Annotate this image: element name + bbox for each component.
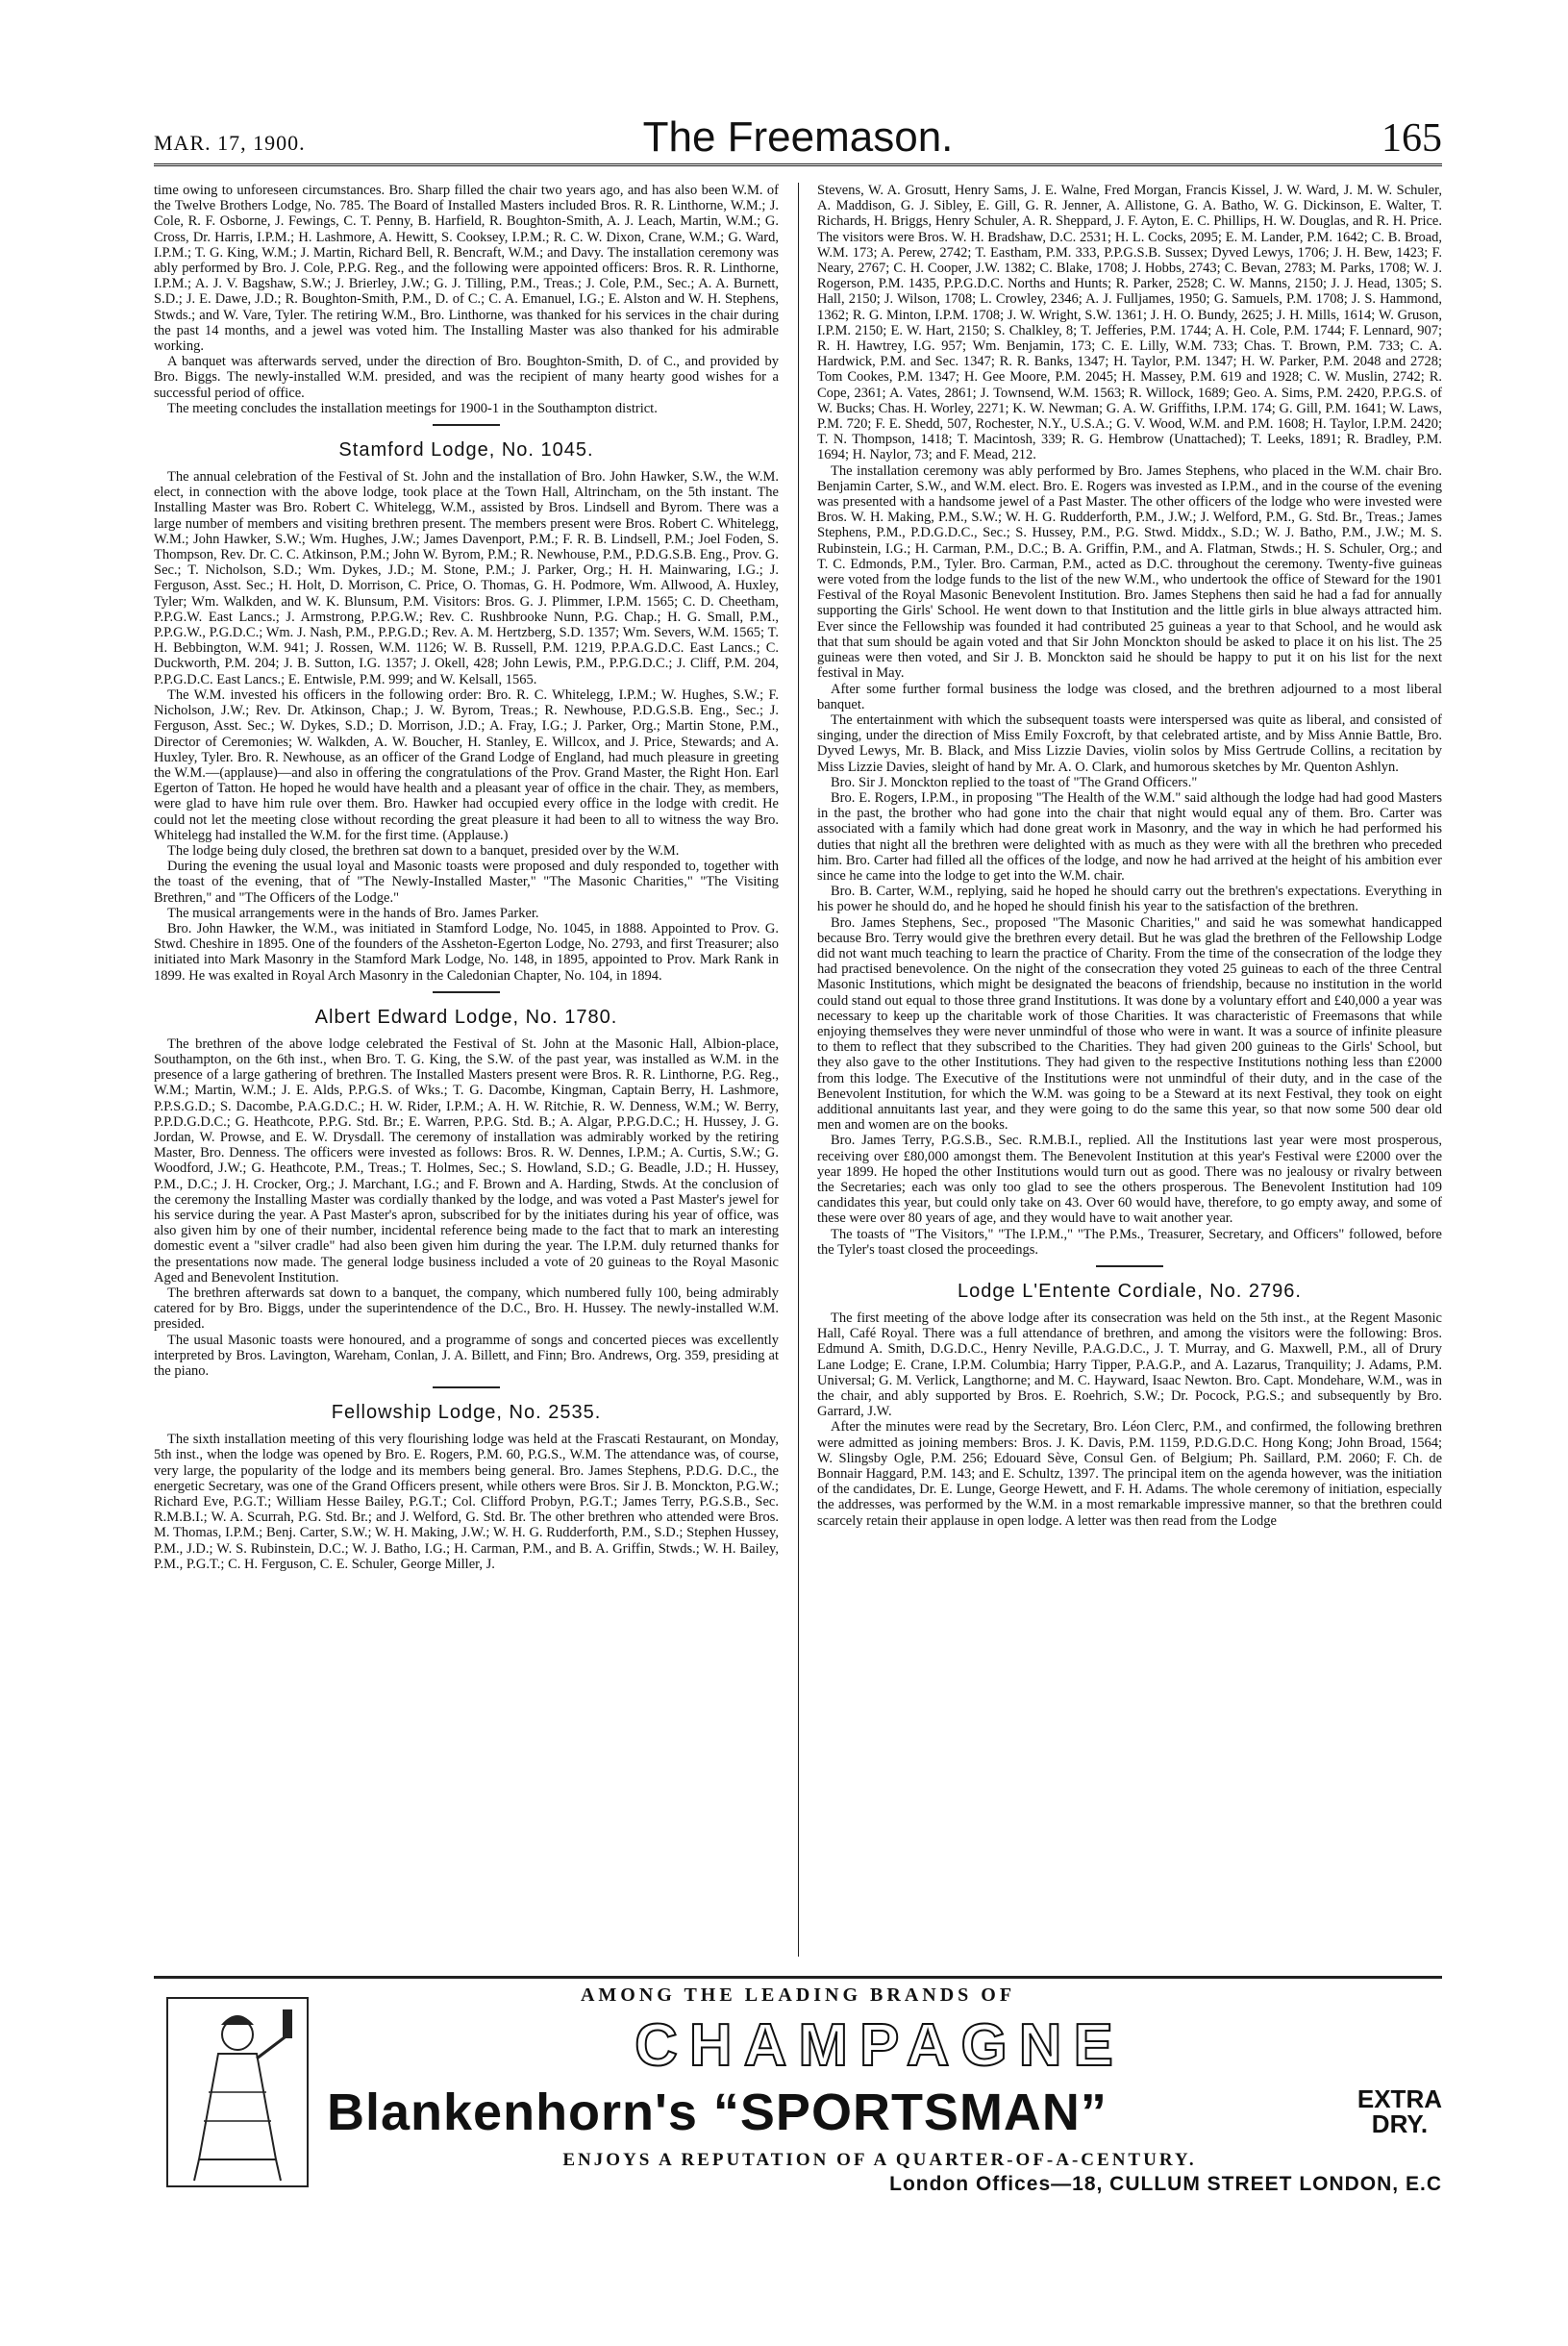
section-rule [1096,1265,1163,1267]
section-rule [433,991,500,993]
waiter-illustration-icon [165,1996,310,2188]
article-paragraph: The entertainment with which the subsequent toasts were interspersed was quite as liberal, and consisted of singing, under the direction of Miss Emily Foxcroft, by that celebrated artiste, and by Miss Annie Battle, Bro. Dyved Lewys, Mr. B. Black, and Miss Lizzie Davies, violin solos by Miss Gertrude Collins, a recitation by Miss Lizzie Davies, sleight of hand by Mr. A. O. Clark, and humorous sketches by Mr. Quenton Ashlyn. [817,711,1442,775]
left-column [154,183,779,1957]
ad-brand-name: Blankenhorn's “SPORTSMAN” [327,2084,1108,2141]
newspaper-page [154,106,1442,2269]
article-paragraph: The musical arrangements were in the hands of Bro. James Parker. [167,905,539,921]
article-paragraph: After some further formal business the lodge was closed, and the brethren adjourned to a most liberal banquet. [817,681,1442,712]
ad-offices-address: London Offices—18, CULLUM STREET LONDON, E.C [889,2173,1442,2195]
ad-extra-label: EXTRA [1356,2084,1442,2113]
article-paragraph: A banquet was afterwards served, under the direction of Bro. Boughton-Smith, D. of C., and provided by Bro. Biggs. The newly-installed W.M. presided, and was the recipient of many hearty good wishes for a successful period of office. [154,354,779,401]
champagne-advertisement [154,1976,1442,2200]
right-column [817,183,1442,1957]
section-rule [433,1386,500,1388]
section-heading-entente-cordiale: Lodge L'Entente Cordiale, No. 2796. [958,1281,1302,1303]
ad-reputation-line: ENJOYS A REPUTATION OF A QUARTER-OF-A-CENTURY. [562,2150,1197,2170]
article-paragraph: The usual Masonic toasts were honoured, and a programme of songs and concerted pieces was excellently interpreted by Bros. Lavington, Wareham, Conlan, J. A. Billett, and Finn; Bro. Andrews, Org. 359, presiding at the piano. [154,1332,779,1380]
article-paragraph: Bro. James Stephens, Sec., proposed "The Masonic Charities," and said he was somewhat handicapped because Bro. Terry would give the brethren every detail. But he was glad the brethren of the Fellowship Lodge did not want much teaching to learn the practice of Charity. From the time of the consecration of the lodge they had practised benevolence. On the night of the consecration they voted 25 guineas to each of the three Central Masonic Institutions, which might be designated the beacons of friendship, because no institution in the world could stand out equal to those three grand Institutions. It was done by a voluntary effort and £40,000 a year was necessary to keep up the charitable work of those Charities. It was characteristic of Freemasons that while enjoying themselves they were never unmindful of those who were in want. It was a source of infinite pleasure to them to reflect that they subscribed to the Charities. They had given 200 guineas to the Girls' School, but they also gave to the other Institutions. They had given to the respective Institutions nothing less than £2000 from this lodge. The Executive of the Institutions were not unmindful of their duty, and in the case of the Benevolent Institution, for which the W.M. was going to be a Steward at its next Festival, they took on eight additional annuitants last year, and they were going to do the same this year, so that now some 500 dear old men and women are on the books. [817,914,1442,1134]
issue-date: MAR. 17, 1900. [154,131,306,155]
article-paragraph: Bro. Sir J. Monckton replied to the toast of "The Grand Officers." [831,774,1198,790]
section-heading-stamford: Stamford Lodge, No. 1045. [338,439,594,462]
section-heading-albert-edward: Albert Edward Lodge, No. 1780. [314,1006,618,1028]
article-paragraph: The meeting concludes the installation meetings for 1900-1 in the Southampton district. [167,400,658,416]
article-paragraph: Bro. John Hawker, the W.M., was initiated in Stamford Lodge, No. 1045, in 1888. Appointed to Prov. G. Stwd. Cheshire in 1895. One of the founders of the Assheton-Egerton Lodge, No. 2793, and first Treasurer; also initiated into Mark Masonry in the Stamford Mark Lodge, No. 148, in 1895, appointed to Prov. Mark Rank in 1899. He was exalted in Royal Arch Masonry in the Caledonian Chapter, No. 104, in 1894. [154,920,779,984]
article-paragraph: After the minutes were read by the Secretary, Bro. Léon Clerc, P.M., and confirmed, the following brethren were admitted as joining members: Bros. J. K. Davis, P.M. 1159, P.D.G.D.C. Hong Kong; John Broad, 1564; W. Slingsby Ogle, P.M. 256; Edouard Sève, Consul Gen. of Belgium; Ph. Saillard, P.M. 2060; F. Ch. de Bonnair Haggard, P.M. 143; and E. Schultz, 1397. The principal item on the agenda however, was the initiation of the candidates, Dr. E. Lunge, George Hewett, and F. H. Adams. The whole ceremony of initiation, especially the addresses, was performed by the W.M. in a most remarkable impressive manner, so that the brethren could scarcely retain their applause in open lodge. A letter was then read from the Lodge [817,1419,1442,1529]
article-paragraph: time owing to unforeseen circumstances. Bro. Sharp filled the chair two years ago, and has also been W.M. of the Twelve Brothers Lodge, No. 785. The Board of Installed Masters included Bros. R. R. Linthorne, W.M.; J. Cole, R. F. Osborne, J. Fewings, C. T. Penny, B. Harfield, R. Boughton-Smith, A. J. Leach, Martin, W.M.; G. Cross, Dr. Harris, I.P.M.; H. Lashmore, A. Hewitt, S. Cooksey, I.P.M.; R. C. W. Dixon, Crane, W.M.; G. Ward, I.P.M.; T. G. King, W.M.; J. Martin, Richard Bell, R. Bencraft, W.M.; and Davy. The installation ceremony was ably performed by Bro. J. Cole, P.P.G. Reg., and the following were appointed officers: Bros. R. R. Linthorne, I.P.M.; A. J. V. Bagshaw, S.W.; J. Brierley, J.W.; G. J. Tilling, P.M., Treas.; J. Cole, P.M., Sec.; A. A. Burnett, S.D.; J. E. Dawe, J.D.; R. Boughton-Smith, P.M., D. of C.; C. A. Emanuel, I.G.; E. Alston and W. H. Stephens, Stwds.; and W. Vare, Tyler. The retiring W.M., Bro. Linthorne, was thanked for his services in the chair during the past 14 months, and a jewel was voted him. The Installing Master was also thanked for his admirable working. [154,183,779,355]
article-paragraph: The brethren of the above lodge celebrated the Festival of St. John at the Masonic Hall, Albion-place, Southampton, on the 6th inst., when Bro. T. G. King, the S.W. of the past year, was installed as W.M. in the presence of a large gathering of brethren. The Installed Masters present were Bros. R. R. Linthorne, P.G. Reg., W.M.; Martin, W.M.; J. E. Alds, P.P.G.S. of Wks.; T. G. Dacombe, Kingman, Captain Berry, H. Lashmore, P.P.S.G.D.; S. Dacombe, P.A.G.D.C.; H. W. Rider, I.P.M.; A. H. W. Ritchie, R. W. Denness, W.M.; W. Berry, P.P.D.G.D.C.; G. Heathcote, P.P.G. Std. Br.; E. Warren, P.P.G. Std. B.; A. Algar, P.P.G.D.C.; H. Hussey, J. G. Jordan, W. Prowse, and E. W. Drysdall. The ceremony of installation was admirably worked by the retiring Master, Bro. Denness. The officers were invested as follows: Bros. R. W. Dennes, I.P.M.; A. Curtis, S.W.; G. Woodford, J.W.; G. Heathcote, P.M., Treas.; T. Holmes, Sec.; S. Howland, S.D.; G. Beadle, J.D.; H. Hussey, P.M., D.C.; J. H. Crocker, Org.; J. Marchant, I.G.; and F. Brown and A. Harding, Stwds. At the conclusion of the ceremony the Installing Master was cordially thanked by the lodge, and was voted a Past Master's jewel for his service during the year. A Past Master's apron, subscribed for by the initiates during his year of office, was also given him by one of their number, incidental reference being made to the fact that to mark an interesting domestic event a "silver cradle" had also been given him during the year. The I.P.M. duly returned thanks for the presentations now made. The general lodge business included a vote of 20 guineas to the Royal Masonic Aged and Benevolent Institution. [154,1036,779,1285]
article-paragraph: Bro. James Terry, P.G.S.B., Sec. R.M.B.I., replied. All the Institutions last year were most prosperous, receiving over £80,000 amongst them. The Benevolent Institution at this year's Festival were £2000 over the year 1899. He hoped the other Institutions would turn out as good. There was no jealousy or rivalry between the Secretaries; each was only too glad to see the others prosperous. The Benevolent Institution had 109 candidates this year, but could only take on 43. Over 60 would have, therefore, to go empty away, and some of these were over 80 years of age, and they would have to wait another year. [817,1133,1442,1227]
page-number: 165 [1381,116,1442,161]
article-paragraph: The W.M. invested his officers in the following order: Bro. R. C. Whitelegg, I.P.M.; W. Hughes, S.W.; F. Nicholson, J.W.; Rev. Dr. Atkinson, Chap.; J. W. Byrom, Treas.; R. Newhouse, P.D.G.S.B. Eng., Sec.; J. Ferguson, Asst. Sec.; W. Dykes, S.D.; D. Morrison, J.D.; A. Fray, I.G.; J. Parker, Org.; Martin Stone, P.M., Director of Ceremonies; W. Walkden, A. W. Boucher, H. Stanley, E. Willcox, and J. Price, Stewards; and A. Huxley, Tyler. Bro. R. Newhouse, as an officer of the Grand Lodge of England, had much pleasure in greeting the W.M.—(applause)—and also in offering the congratulations of the Prov. Grand Master, the Right Hon. Earl Egerton of Tatton. He hoped he would have health and a pleasant year of office in the chair. They, as members, were glad to have him rule over them. Bro. Hawker had occupied every office in the lodge with credit. He could not let the meeting close without recording the great pleasure it had been to all to witness the way Bro. Whitelegg had installed the W.M. for the first time. (Applause.) [154,686,779,843]
article-paragraph: Stevens, W. A. Grosutt, Henry Sams, J. E. Walne, Fred Morgan, Francis Kissel, J. W. Ward, J. M. W. Schuler, A. Maddison, G. J. Sibley, E. Gill, G. R. Jenner, A. Allistone, G. A. Batho, W. G. Dickinson, E. Walter, T. Richards, H. Briggs, Henry Schuler, A. R. Sheppard, J. F. Ayton, E. C. Phillips, H. W. Douglas, and R. H. Price. The visitors were Bros. W. H. Bradshaw, D.C. 2531; H. L. Cocks, 2095; E. M. Lander, P.M. 1642; C. B. Broad, W.M. 173; A. Perew, 2742; T. Eastham, P.M. 333, P.P.G.S.B. Sussex; Dyved Lewys, 1706; J. H. Bew, 1423; F. Neary, 2767; C. H. Cooper, J.W. 1382; C. Blake, 1708; J. Hobbs, 2743; C. Bevan, 2783; M. Parks, 1708; W. J. Rogerson, P.M. 1435, P.P.G.D.C. Norths and Hunts; R. Parker, 2528; C. W. Manns, 2150; J. J. Head, 1305; S. Hall, 2150; J. Wilson, 1708; L. Crowley, 2346; A. J. Fulljames, 1950; G. Samuels, P.M. 1708; J. S. Hammond, 1362; R. G. Minton, I.P.M. 1708; J. W. Wright, S.W. 1361; J. H. O. Bundy, 2625; J. H. Mills, 1614; W. Gruson, I.P.M. 2150; E. W. Hart, 2150; S. Chalkley, 8; T. Jefferies, P.M. 1744; A. H. Cole, P.M. 1744; F. Lennard, 907; R. H. Hawtrey, I.G. 957; Wm. Benjamin, 173; C. E. Lilly, W.M. 733; Chas. T. Brown, P.M. 733; C. A. Hardwick, P.M. and Sec. 1347; R. R. Banks, 1347; H. Taylor, P.M. 1347; H. W. Parker, P.M. 2048 and 2728; Tom Cookes, P.M. 1347; H. Gee Moore, P.M. 2045; H. Massey, P.M. 619 and 1928; C. W. Muslin, 2742; R. Cope, 2361; A. Vates, 2861; J. Townsend, W.M. 1563; R. Willock, 1689; Geo. A. Sims, P.M. 2420, P.P.G.S. of W. Bucks; Chas. H. Worley, 2271; K. W. Newman; G. A. W. Griffiths, I.P.M. 174; G. Gill, P.M. 1641; W. Laws, P.M. 720; F. E. Shedd, 507, Rochester, N.Y., U.S.A.; G. V. Wood, W.M. and P.M. 1608; H. Taylor, I.P.M. 2420; T. N. Thompson, 1418; T. Macintosh, 339; R. G. Hembrow (Unattached); T. Leeks, 1891; R. Bradley, P.M. 1694; H. Naylor, 73; and F. Mead, 212. [817,183,1442,463]
article-paragraph: During the evening the usual loyal and Masonic toasts were proposed and duly responded to, together with the toast of the evening, that of "The Newly-Installed Master," "The Masonic Charities," "The Visiting Brethren," and "The Officers of the Lodge." [154,859,779,906]
ad-extra-dry [1357,2086,1442,2136]
article-paragraph: The installation ceremony was ably performed by Bro. James Stephens, who placed in the W.M. chair Bro. Benjamin Carter, S.W., and W.M. elect. Bro. E. Rogers was invested as I.P.M., and in the course of the evening was presented with a handsome jewel of a Past Master. The other officers of the lodge who were invested were Bros. W. H. Making, P.M., S.W.; W. H. G. Rudderforth, P.M., J.W.; J. Welford, P.M., G. Std. Br., Treas.; James Stephens, P.M., P.D.G.D.C., Sec.; S. Hussey, P.M., P.G. Stwd. Middx., S.D.; W. J. Batho, P.M., J.W.; M. S. Rubinstein, I.G.; H. Carman, P.M., D.C.; B. A. Griffin, P.M., and A. Flatman, Stwds.; H. S. Schuler, Org.; and T. C. Edmonds, P.M., Tyler. Bro. Carman, P.M., acted as D.C. throughout the ceremony. Twenty-five guineas were voted from the lodge funds to the list of the new W.M., who undertook the office of Steward for the 1901 Festival of the Royal Masonic Benevolent Institution. Bro. James Stephens then said he had a fad for annually supporting the Girls' School. He went down to that Institution and the little girls in blue always attracted him. Ever since the Fellowship was founded it had contributed 25 guineas a year to that School, and he would ask that that sum should be again voted and that Sir John Monckton should be asked to place it on his list. The 25 guineas were then voted, and Sir J. B. Monckton said he should be happy to put it on his list for the next festival in May. [817,462,1442,682]
section-rule [433,424,500,426]
article-columns [154,183,1442,1957]
section-heading-fellowship: Fellowship Lodge, No. 2535. [331,1402,602,1424]
masthead [154,106,1442,166]
newspaper-title: The Freemason. [642,113,954,161]
article-paragraph: The first meeting of the above lodge after its consecration was held on the 5th inst., at the Regent Masonic Hall, Café Royal. There was a full attendance of brethren, and among the visitors were the following: Bros. Edmund A. Smith, D.G.D.C., Henry Neville, P.A.G.D.C., J. T. Murray, and G. Maxwell, P.M., all of Drury Lane Lodge; E. Crane, I.P.M. Columbia; Harry Tipper, P.A.G.P., and A. Lazarus, Tranquility; J. Adams, P.M. Universal; G. M. Verlick, Langthorne; and M. C. Hayward, Isaac Newton. Bro. Capt. Mondehare, W.M., was in the chair, and ably supported by Bros. E. Roehrich, S.W.; Dr. Pocock, P.G.S.; and subsequently by Bro. Garrard, J.W. [817,1310,1442,1420]
article-paragraph: The brethren afterwards sat down to a banquet, the company, which numbered fully 100, being admirably catered for by Bro. Biggs, under the superintendence of the D.C., Bro. H. Hussey. The newly-installed W.M. presided. [154,1285,779,1333]
column-divider [798,183,799,1957]
article-paragraph: Bro. B. Carter, W.M., replying, said he hoped he should carry out the brethren's expectations. Everything in his power he should do, and he hoped he should finish his year to the satisfaction of the brethren. [817,884,1442,915]
ad-tagline: AMONG THE LEADING BRANDS OF [580,1984,1016,2006]
article-paragraph: The toasts of "The Visitors," "The I.P.M.," "The P.Ms., Treasurer, Secretary, and Officers" followed, before the Tyler's toast closed the proceedings. [817,1226,1442,1258]
article-paragraph: The sixth installation meeting of this very flourishing lodge was held at the Frascati Restaurant, on Monday, 5th inst., when the lodge was opened by Bro. E. Rogers, P.M. 60, P.G.S., W.M. The attendance was, of course, very large, the popularity of the lodge and its members being general. Bro. James Stephens, P.D.G. D.C., the energetic Secretary, was one of the Grand Officers present, while others were Bros. Sir J. B. Monckton, P.G.W.; Richard Eve, P.G.T.; William Hesse Bailey, P.G.T.; Col. Clifford Probyn, P.G.T.; James Terry, P.G.S.B., Sec. R.M.B.I.; W. A. Scurrah, P.G. Std. Br.; and J. Welford, G. Std. Br. The other brethren who attended were Bros. M. Thomas, I.P.M.; Benj. Carter, S.W.; W. H. Making, J.W.; W. H. G. Rudderforth, P.M., S.D.; Stephen Hussey, P.M., J.D.; W. S. Rubinstein, D.C.; W. J. Batho, I.G.; H. Carman, P.M., and B. A. Griffin, Stwds.; W. H. Bailey, P.M., P.G.T.; C. H. Ferguson, C. E. Schuler, George Miller, J. [154,1432,779,1572]
ad-dry-label: DRY. [1371,2109,1429,2138]
article-paragraph: Bro. E. Rogers, I.P.M., in proposing "The Health of the W.M." said although the lodge had had good Masters in the past, the brother who had gone into the chair that night would equal any of them. Bro. Carter was associated with a family which had done great work in Masonry, and the way in which he had performed his duties that night all the brethren were delighted with as much as they were with all the brethren who preceded him. Bro. Carter had filled all the offices of the lodge, and now he had arrived at the height of his ambition ever since he came into the lodge to get into the W.M. chair. [817,789,1442,884]
article-paragraph: The lodge being duly closed, the brethren sat down to a banquet, presided over by the W.M. [167,842,680,859]
article-paragraph: The annual celebration of the Festival of St. John and the installation of Bro. John Hawker, S.W., the W.M. elect, in connection with the above lodge, took place at the Town Hall, Altrincham, on the 5th instant. The Installing Master was Bro. Robert C. Whitelegg, W.M., assisted by Bros. Lindsell and Byrom. There was a large number of members and visiting brethren present. The members present were Bros. Robert C. Whitelegg, W.M.; John Hawker, S.W.; Wm. Hughes, J.W.; James Davenport, P.M.; F. R. B. Lindsell, P.M.; Joel Foden, S. Thompson, Rev. Dr. C. C. Atkinson, P.M.; John W. Byrom, P.M.; R. Newhouse, P.M., P.D.G.S.B. Eng., Prov. G. Sec.; T. Nicholson, S.D.; Wm. Dykes, J.D.; M. Stone, P.M.; J. Parker, Org.; H. H. Mainwaring, I.G.; J. Ferguson, Asst. Sec.; H. Holt, D. Morrison, C. Price, O. Thomas, G. H. Podmore, Wm. Allwood, A. Huxley, Tyler; Wm. Walkden, and W. K. Blunsum, P.M. Visitors: Bros. G. J. Plimmer, I.P.M. 1565; C. D. Cheetham, P.P.G.W. East Lancs.; J. Armstrong, P.P.G.W.; Rev. C. Rushbrooke Nunn, P.G. Chap.; H. G. Small, P.M., P.P.G.W., P.G.D.C.; Wm. J. Nash, P.M., P.P.G.D.; Rev. A. M. Hertzberg, S.D. 1357; Wm. Severs, W.M. 1565; T. H. Bebbington, W.M. 941; J. Rossen, W.M. 1126; W. B. Russell, P.M. 1219, P.P.A.G.D.C. East Lancs.; C. Duckworth, P.M. 204; J. B. Sutton, I.G. 1357; J. Okell, 428; John Lewis, P.M., P.P.G.D.C.; J. Cliff, P.M. 204, P.P.G.D.C. East Lancs.; E. Entwisle, P.M. 999; and W. Kelsall, 1565. [154,469,779,687]
ad-product-name: CHAMPAGNE [635,2012,1125,2079]
